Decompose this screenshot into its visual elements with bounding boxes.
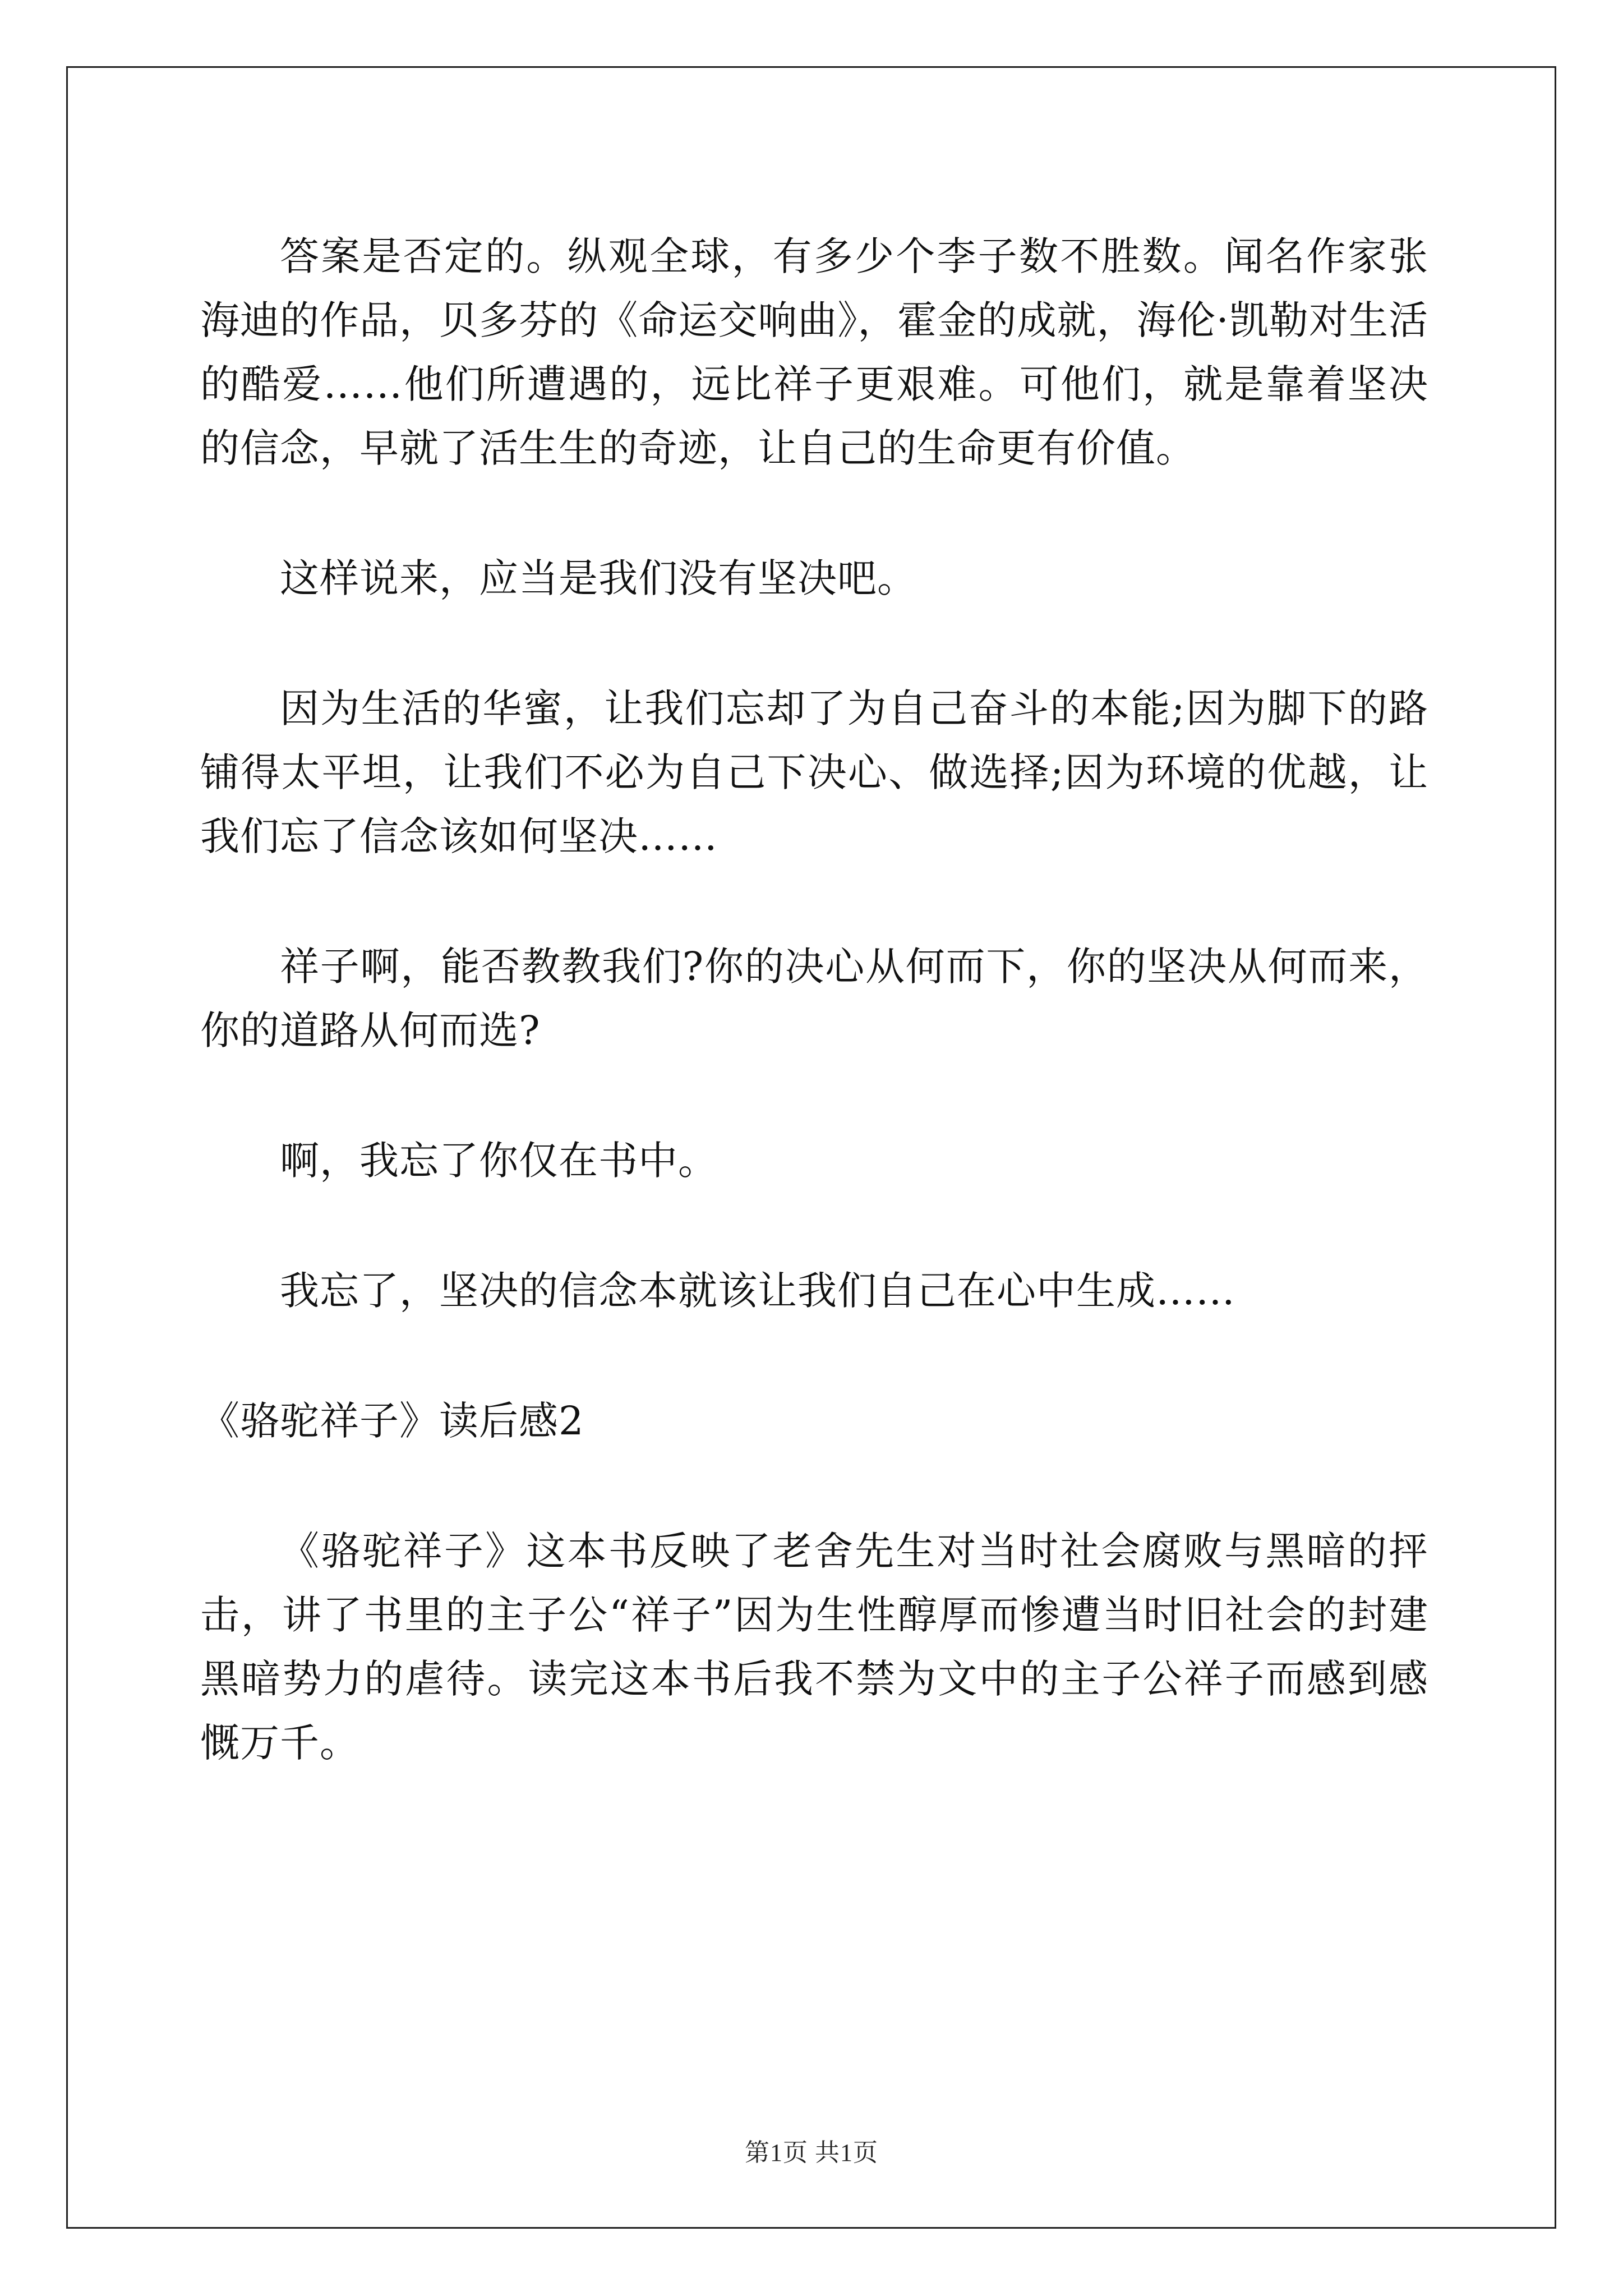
paragraph: 答案是否定的。纵观全球，有多少个李子数不胜数。闻名作家张海迪的作品，贝多芬的《命运交响曲》，霍金的成就，海伦·凯勒对生活的酷爱……他们所遭遇的，远比祥子更艰难。可他们，就是靠着坚决的信念，早就了活生生的奇迹，让自己的生命更有价值。 (200, 233, 1428, 471)
paragraph: 《骆驼祥子》这本书反映了老舍先生对当时社会腐败与黑暗的抨击，讲了书里的主子公“祥子”因为生性醇厚而惨遭当时旧社会的封建黑暗势力的虐待。读完这本书后我不禁为文中的主子公祥子而感到感慨万千。 (200, 1528, 1428, 1766)
paragraph: 祥子啊，能否教教我们?你的决心从何而下，你的坚决从何而来，你的道路从何而选? (200, 944, 1428, 1053)
paragraph: 我忘了，坚决的信念本就该让我们自己在心中生成…… (280, 1268, 1235, 1314)
page-number-footer: 第1页 共1页 (745, 2139, 878, 2166)
paragraph: 啊，我忘了你仅在书中。 (280, 1138, 718, 1184)
section-heading: 《骆驼祥子》读后感2 (200, 1398, 584, 1444)
paragraph: 因为生活的华蜜，让我们忘却了为自己奋斗的本能;因为脚下的路铺得太平坦，让我们不必为自己下决心、做选择;因为环境的优越，让我们忘了信念该如何坚决…… (200, 685, 1428, 859)
paragraph: 这样说来，应当是我们没有坚决吧。 (280, 555, 917, 601)
document-body (200, 224, 1428, 1841)
